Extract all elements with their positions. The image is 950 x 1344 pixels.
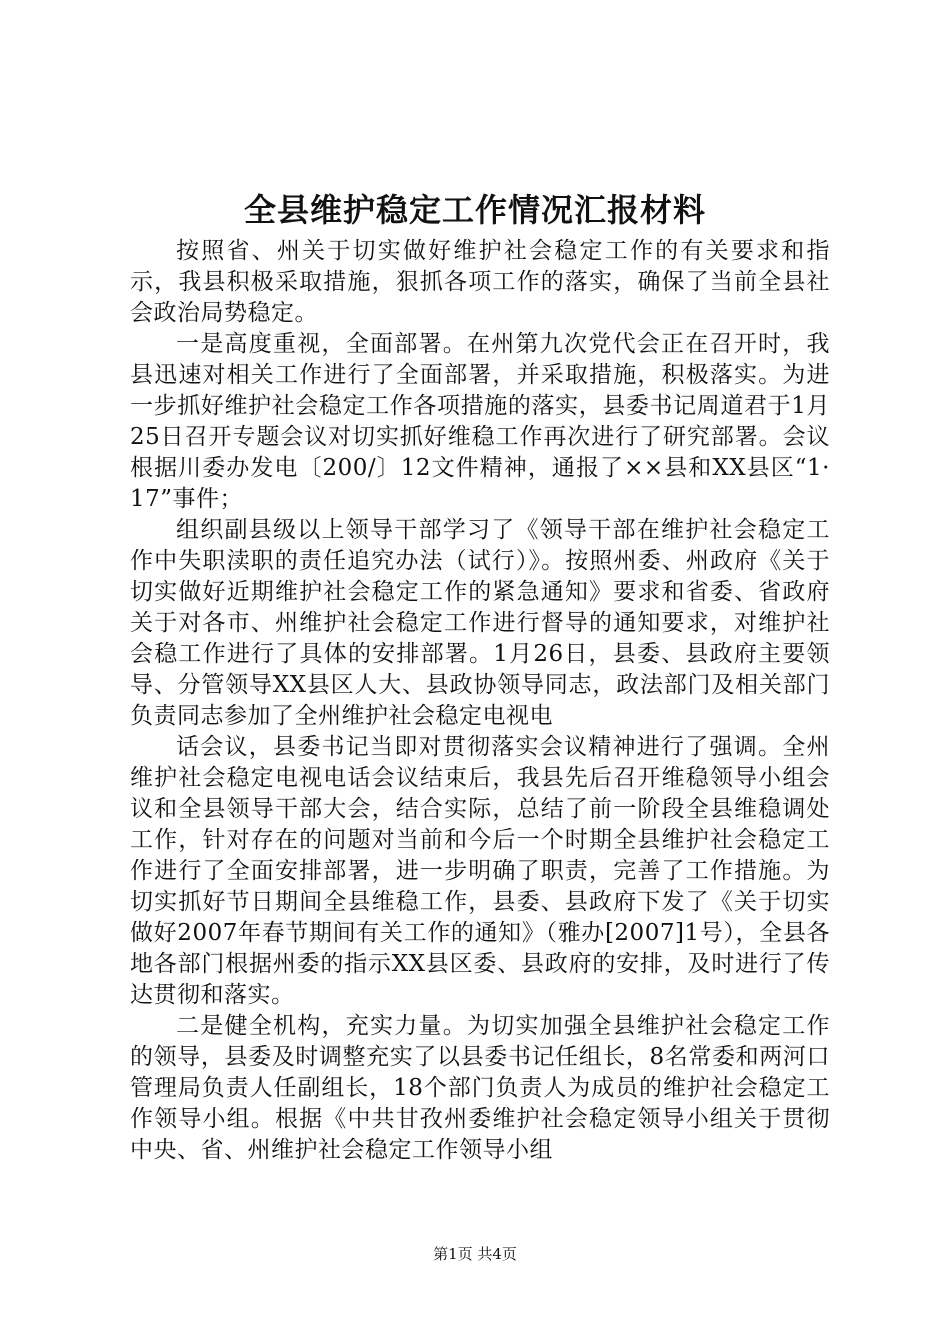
paragraph-intro: 按照省、州关于切实做好维护社会稳定工作的有关要求和指示，我县积极采取措施，狠抓各项工作的落实，确保了当前全县社会政治局势稳定。 xyxy=(130,238,830,326)
document-body xyxy=(130,236,830,1166)
paragraph-organization: 二是健全机构，充实力量。为切实加强全县维护社会稳定工作的领导，县委及时调整充实了以县委书记任组长，8名常委和两河口管理局负责人任副组长，18个部门负责人为成员的维护社会稳定工作领导小组。根据《中共甘孜州委维护社会稳定领导小组关于贯彻中央、省、州维护社会稳定工作领导小组 xyxy=(130,1013,830,1163)
paragraph-meeting: 话会议，县委书记当即对贯彻落实会议精神进行了强调。全州维护社会稳定电视电话会议结束后，我县先后召开维稳领导小组会议和全县领导干部大会，结合实际，总结了前一阶段全县维稳调处工作，针对存在的问题对当前和今后一个时期全县维护社会稳定工作进行了全面安排部署，进一步明确了职责，完善了工作措施。为切实抓好节日期间全县维稳工作，县委、县政府下发了《关于切实做好2007年春节期间有关工作的通知》（雅办[2007]1号），全县各地各部门根据州委的指示XX县区委、县政府的安排，及时进行了传达贯彻和落实。 xyxy=(130,734,830,1008)
paragraph-deployment: 一是高度重视，全面部署。在州第九次党代会正在召开时，我县迅速对相关工作进行了全面部署，并采取措施，积极落实。为进一步抓好维护社会稳定工作各项措施的落实，县委书记周道君于1月25日召开专题会议对切实抓好维稳工作再次进行了研究部署。会议根据川委办发电〔200/〕12文件精神，通报了××县和XX县区“1·17”事件； xyxy=(130,331,830,512)
document-title: 全县维护稳定工作情况汇报材料 xyxy=(243,191,706,229)
paragraph-study: 组织副县级以上领导干部学习了《领导干部在维护社会稳定工作中失职渎职的责任追究办法（试行）》。按照州委、州政府《关于切实做好近期维护社会稳定工作的紧急通知》要求和省委、省政府关于对各市、州维护社会稳定工作进行督导的通知要求，对维护社会稳工作进行了具体的安排部署。1月26日，县委、县政府主要领导、分管领导XX县区人大、县政协领导同志，政法部门及相关部门负责同志参加了全州维护社会稳定电视电 xyxy=(130,517,830,729)
page-number-footer: 第1页 共4页 xyxy=(433,1245,517,1263)
